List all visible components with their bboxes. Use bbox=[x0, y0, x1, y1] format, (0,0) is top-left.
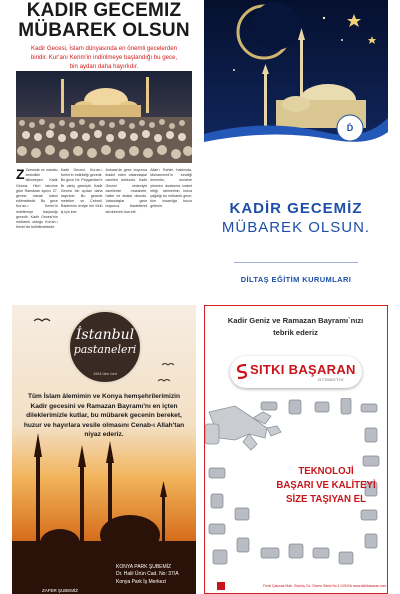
logo-line2: pastaneleri bbox=[73, 343, 137, 356]
ad-footer bbox=[205, 581, 386, 593]
article-column-4: Allah'ı Rahim hakkında, Muhammed'in sevdiği ümmetin, kendine yönelen dualarına icabet ettiği, rahmetinin bolca yağdığı bu mübarek gece; tüm insanlığa huzur getirsin. bbox=[150, 168, 192, 209]
sitki-basaran-ad bbox=[204, 305, 388, 594]
address-line1: Dr. Halil Ürün Cad. No: 37/A bbox=[116, 571, 179, 578]
article-column-1-text: Zamanla ve manâsı kesinlikle bilinmeyen Kadir Gecesi, Hicrî takvime göre Ramazan ayının 27. gecesi olarak kabul edilmektedir. Bu gece Kur'an-ı Kerim'in indirilmeye başladığı gecedir. Kadir Gecesi'nin mübarek olduğu Kur'an-ı Kerim'de belirtilmektedir. bbox=[16, 168, 58, 230]
footer-logo-icon bbox=[217, 582, 225, 590]
brand-mark-icon bbox=[236, 364, 248, 379]
branch-name: KONYA PARK ŞUBEMİZ bbox=[116, 564, 172, 570]
diltas-company-name: DİLTAŞ EĞİTİM KURUMLARI bbox=[240, 275, 352, 284]
address-line2: Konya Park İş Merkezi bbox=[116, 578, 167, 585]
svg-text:Ḋ: Ḋ bbox=[346, 123, 354, 133]
greeting-line4: huzur ve hayırlara vesile olmasını Cenab-ı Allah'tan bbox=[23, 421, 185, 429]
diltas-title-line2: MÜBAREK OLSUN. bbox=[221, 219, 371, 236]
slogan-line3: SİZE TAŞIYAN EL bbox=[286, 493, 366, 505]
greeting-line2: Kadir gecesini ve Ramazan Bayramı'nı en içten bbox=[30, 402, 178, 410]
greeting-line1: Tüm İslam âlemimin ve Konya hemşehrilerimizin bbox=[27, 393, 181, 400]
divider bbox=[234, 262, 358, 263]
kadir-news-article bbox=[12, 0, 196, 298]
diltas-title-line1: KADİR GECEMİZ bbox=[229, 200, 363, 217]
slogan-line2: BAŞARI VE KALİTEYİ bbox=[276, 479, 376, 491]
logo-line1: İstanbul bbox=[75, 327, 135, 343]
article-column-2: Kadir Gecesi, Kur'an-ı Kerim'in indirildiği gecedir. Bu gece Hz. Peygamber'e ilk vahiy gelmiştir. Kadir Gecesi bin aydan daha hayırlıdır. Bu gecede melekler ve Cebrail, Rablerinin izniyle her türlü iş için iner. bbox=[60, 168, 103, 214]
mosque-night-crowd-photo bbox=[16, 71, 192, 163]
article-column-1 bbox=[16, 168, 58, 296]
night-mosque-illustration bbox=[204, 0, 388, 150]
istanbul-pastaneleri-ad bbox=[12, 305, 196, 594]
article-lead bbox=[16, 45, 192, 71]
drop-cap: Z bbox=[16, 166, 25, 182]
brand-name: SITKI BAŞARAN bbox=[250, 362, 356, 377]
footer-address: Fevzi Çakmak Mah. Gümüş Cd. Otomo Sitesi No:1 KONYA www.sitkibasaran.com bbox=[263, 584, 387, 588]
istanbul-pastaneleri-logo bbox=[68, 310, 142, 384]
greeting-heading-line1: Kadir Geniz ve Ramazan Bayramı`nızı bbox=[227, 316, 364, 325]
greeting-message bbox=[18, 392, 190, 440]
greeting-line5: niyaz ederiz. bbox=[84, 431, 124, 439]
greeting-line3: dileklerimizle kutlar, bu mübarek gecenin bereket, bbox=[26, 412, 182, 420]
article-headline-line2: MÜBAREK OLSUN bbox=[18, 20, 190, 41]
article-headline-line1: KADIR GECEMIZ bbox=[26, 0, 182, 21]
article-body bbox=[16, 168, 192, 296]
article-lead-line2: biridir. Kur'anı Kerim'in indirilmeye başlandığı bu gece, bbox=[30, 53, 178, 61]
sitki-basaran-logo bbox=[230, 356, 362, 388]
article-column-3: Ankara'da gece boyunca ibadet eden vatandaşlar camileri doldurdu. Kadir Gecesi nedeniyle camilerde mukabele, hatim ve dualar okundu. Vatandaşlar gece boyunca ibadetlerini sürdürerek dua etti. bbox=[105, 168, 148, 214]
article-lead-line3: bin aydan daha hayırlıdır. bbox=[69, 62, 139, 70]
brand-subtitle: OTOMOTİV bbox=[318, 377, 345, 382]
article-lead-line1: Kadir Gecesi, İslam dünyasında en önemli gecelerden bbox=[31, 45, 177, 52]
slogan-line1: TEKNOLOJİ bbox=[298, 465, 354, 477]
greeting-heading-line2: tebrik ederiz bbox=[273, 328, 318, 337]
diltas-ad bbox=[204, 0, 388, 298]
logo-line3: 1961'den beri bbox=[92, 371, 118, 376]
left-branch-name: ZAFER ŞUBEMİZ bbox=[42, 588, 79, 593]
branch-address bbox=[116, 564, 194, 586]
